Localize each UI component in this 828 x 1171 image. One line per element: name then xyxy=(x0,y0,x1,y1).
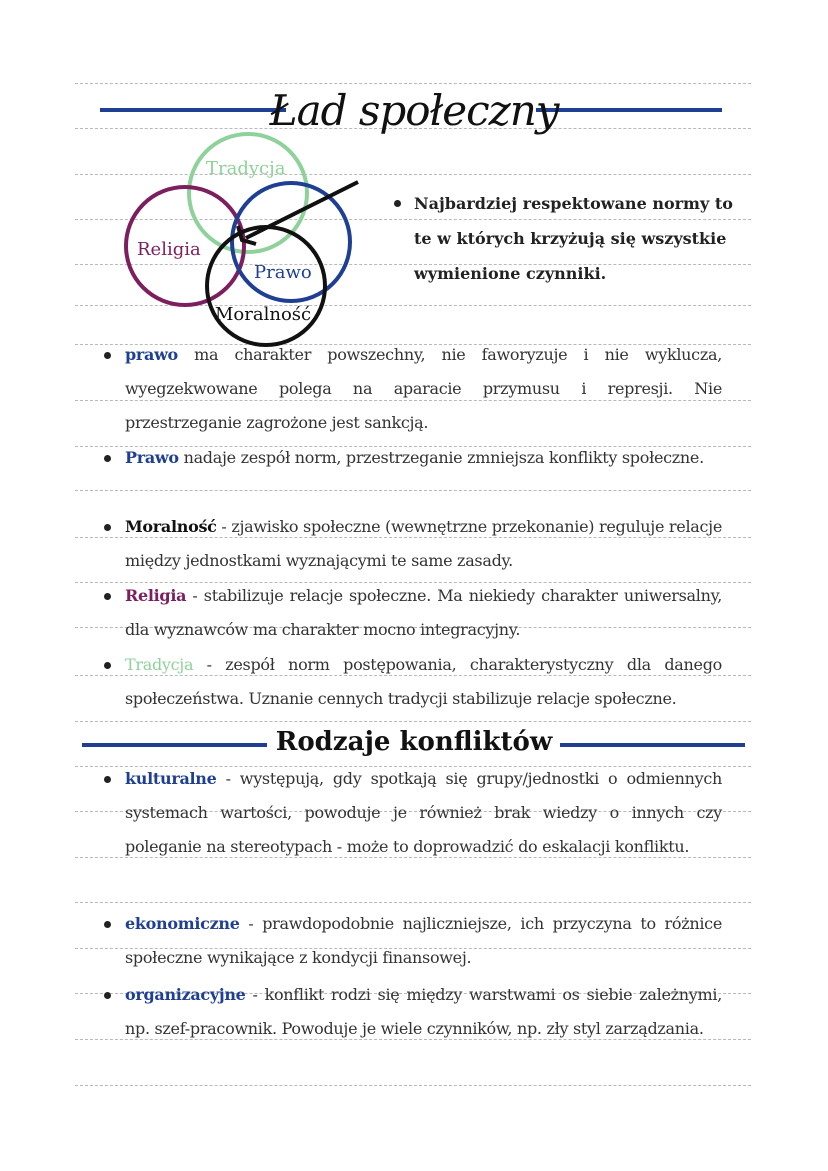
list-item-tradycja xyxy=(125,648,722,716)
bullet-icon xyxy=(104,524,111,531)
term: Prawo xyxy=(125,448,179,467)
bullet-icon xyxy=(104,455,111,462)
term: Moralność xyxy=(125,517,217,536)
list-item-prawo-2 xyxy=(125,441,722,475)
definition: ma charakter powszechny, nie faworyzuje i nie wyklucza, wyegzekwowane polega na aparacie przymusu i represji. Nie przestrzeganie zagrożone jest sankcją. xyxy=(125,345,722,432)
venn-diagram xyxy=(118,130,368,350)
bullet-icon xyxy=(104,921,111,928)
venn-label-moralnosc: Moralność xyxy=(215,304,312,325)
venn-label-tradycja: Tradycja xyxy=(206,158,286,179)
bullet-icon xyxy=(104,662,111,669)
bullet-icon xyxy=(104,593,111,600)
bullet-icon xyxy=(104,776,111,783)
term: Religia xyxy=(125,586,187,605)
definition: - konflikt rodzi się między warstwami os siebie zależnymi, np. szef-pracownik. Powoduje je wiele czynników, np. zły styl zarządzania. xyxy=(125,985,722,1038)
venn-label-religia: Religia xyxy=(137,239,201,260)
venn-label-prawo: Prawo xyxy=(254,262,312,283)
list-item-moralnosc xyxy=(125,510,722,578)
term: kulturalne xyxy=(125,769,217,788)
list-item-religia xyxy=(125,579,722,647)
intersection-note-text: Najbardziej respektowane normy to te w których krzyżują się wszystkie wymienione czynniki. xyxy=(414,194,733,283)
term: prawo xyxy=(125,345,178,364)
list-item-organizacyjne xyxy=(125,978,722,1046)
definition: nadaje zespół norm, przestrzeganie zmniejsza konflikty społeczne. xyxy=(178,448,704,467)
intersection-note xyxy=(394,186,744,291)
list-item-ekonomiczne xyxy=(125,907,722,975)
list-item-prawo xyxy=(125,338,722,440)
bullet-icon xyxy=(104,352,111,359)
definition: - zespół norm postępowania, charakterystyczny dla danego społeczeństwa. Uznanie cennych tradycji stabilizuje relacje społeczne. xyxy=(125,655,722,708)
section-title: Rodzaje konfliktów xyxy=(275,727,553,757)
term: ekonomiczne xyxy=(125,914,240,933)
list-item-kulturalne xyxy=(125,762,722,864)
term: Tradycja xyxy=(125,655,194,674)
definition: - zjawisko społeczne (wewnętrzne przekonanie) reguluje relacje między jednostkami wyznającymi te same zasady. xyxy=(125,517,722,570)
definition: - występują, gdy spotkają się grupy/jednostki o odmiennych systemach wartości, powoduje je również brak wiedzy o innych czy poleganie na stereotypach - może to doprowadzić do eskalacji konfliktu. xyxy=(125,769,722,856)
bullet-icon xyxy=(394,200,401,207)
venn-circle-moralnosc xyxy=(207,227,325,345)
definition: - prawdopodobnie najliczniejsze, ich przyczyna to różnice społeczne wynikające z kondycji finansowej. xyxy=(125,914,722,967)
term: organizacyjne xyxy=(125,985,246,1004)
page-title: Ład społeczny xyxy=(269,86,559,135)
bullet-icon xyxy=(104,992,111,999)
definition: - stabilizuje relacje społeczne. Ma niekiedy charakter uniwersalny, dla wyznawców ma charakter mocno integracyjny. xyxy=(125,586,722,639)
